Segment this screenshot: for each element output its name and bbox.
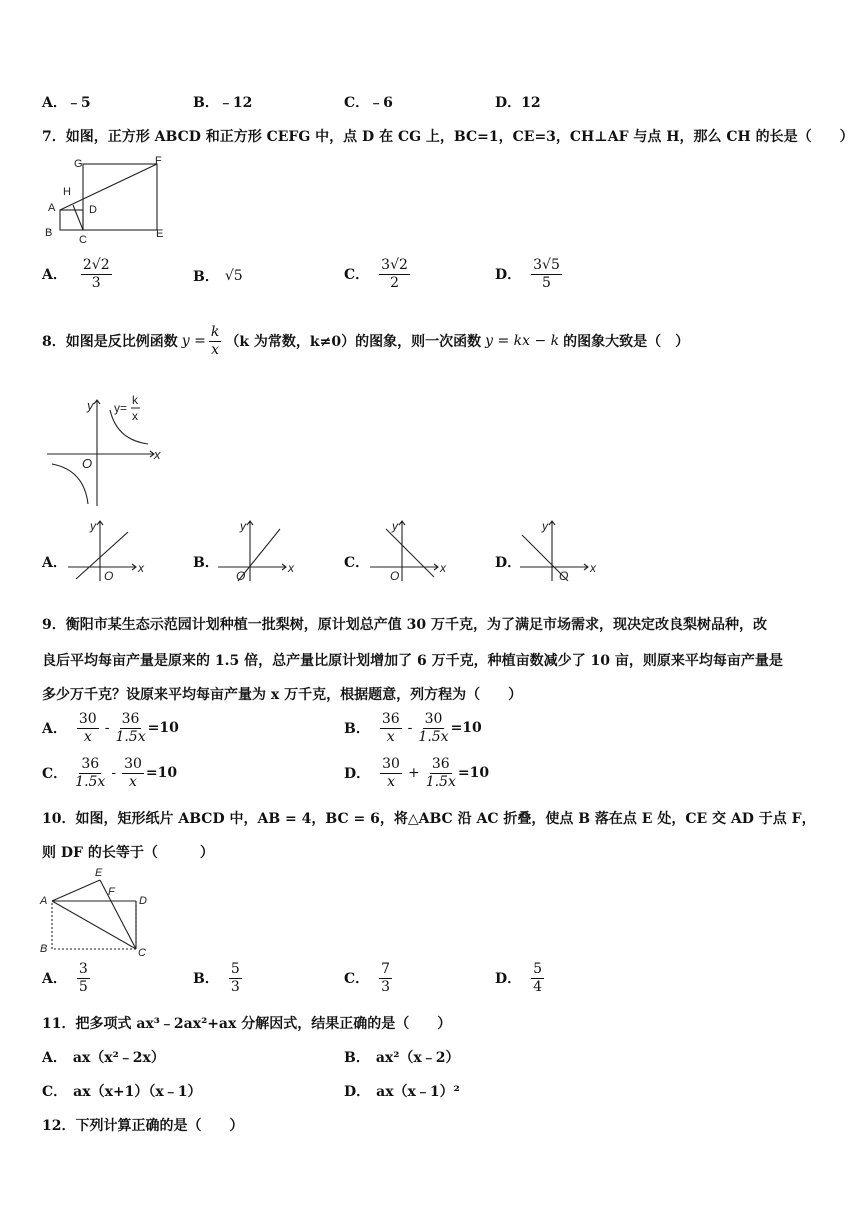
q11-option-d bbox=[344, 1081, 460, 1101]
denominator: x bbox=[386, 728, 395, 745]
q6-option-d bbox=[495, 92, 541, 112]
fraction bbox=[77, 962, 90, 994]
x-label: x bbox=[288, 561, 294, 575]
label-d: D bbox=[89, 204, 97, 216]
stem-text: （k 为常数，k≠0）的图象，则一次函数 bbox=[225, 334, 482, 351]
y-label: y bbox=[240, 519, 246, 533]
origin-label: O bbox=[559, 569, 569, 583]
curve-branch-1 bbox=[110, 410, 148, 444]
q10-option-c bbox=[344, 962, 392, 994]
option-letter: D． bbox=[495, 95, 522, 111]
q9-option-b bbox=[344, 712, 482, 744]
denominator: 5 bbox=[542, 274, 551, 291]
fraction bbox=[209, 325, 221, 357]
operator: + bbox=[407, 765, 420, 782]
operator: - bbox=[407, 720, 413, 737]
option-value: ﹣5 bbox=[66, 95, 91, 111]
option-letter: A． bbox=[42, 1050, 67, 1066]
q8-option-d-graph bbox=[514, 515, 604, 585]
q11-option-b bbox=[344, 1047, 459, 1067]
option-letter: B． bbox=[193, 95, 219, 111]
label-e: E bbox=[156, 228, 164, 240]
numerator: 5 bbox=[230, 961, 240, 977]
numerator: 2√2 bbox=[82, 257, 110, 273]
option-value: ax²（x﹣2） bbox=[375, 1050, 460, 1066]
option-value: ax（x+1）（x﹣1） bbox=[73, 1084, 202, 1100]
x-label: x bbox=[440, 561, 446, 575]
x-label: x bbox=[138, 561, 144, 575]
segment-ch bbox=[73, 205, 83, 230]
option-letter: C． bbox=[344, 267, 370, 284]
option-value: ﹣6 bbox=[369, 95, 393, 111]
segment-af bbox=[60, 164, 157, 210]
origin-label: O bbox=[236, 569, 246, 583]
y-label: y bbox=[392, 519, 398, 533]
segment-ae bbox=[52, 880, 100, 901]
denominator: x bbox=[387, 773, 395, 790]
q8-option-c-label: C． bbox=[344, 555, 370, 571]
fraction bbox=[379, 258, 410, 290]
operator: - bbox=[104, 720, 110, 737]
q8-option-a-graph bbox=[62, 515, 152, 585]
q7-option-a bbox=[42, 258, 112, 290]
option-letter: A． bbox=[42, 267, 67, 284]
q8-option-d-label: D． bbox=[495, 555, 522, 571]
q7-stem: 7．如图，正方形 ABCD 和正方形 CEFG 中，点 D 在 CG 上，BC=1，CE=3，CH⊥AF 与点 H，那么 CH 的长是（ ） bbox=[42, 129, 854, 145]
stem-text: 的图象大致是（ ） bbox=[563, 334, 690, 351]
option-letter: D． bbox=[344, 766, 371, 783]
numerator: 30 bbox=[78, 711, 97, 727]
option-letter: B． bbox=[193, 269, 219, 285]
label-b: B bbox=[45, 227, 53, 239]
denominator: 1.5x bbox=[425, 773, 456, 790]
option-letter: D． bbox=[495, 267, 522, 284]
fraction bbox=[426, 757, 456, 789]
q8-option-b-graph bbox=[212, 515, 302, 585]
option-letter: C． bbox=[42, 766, 68, 783]
option-letter: C． bbox=[344, 95, 370, 111]
numerator: 7 bbox=[381, 961, 391, 977]
fraction bbox=[75, 757, 105, 789]
q10-option-d bbox=[495, 962, 544, 994]
option-letter: D． bbox=[495, 971, 522, 988]
option-value: ﹣12 bbox=[218, 95, 253, 111]
option-value: ax（x﹣1）² bbox=[376, 1084, 460, 1100]
curve-eq-lhs: y= bbox=[114, 401, 128, 415]
q6-option-a bbox=[42, 92, 91, 112]
numerator: 3√5 bbox=[533, 257, 560, 273]
denominator: 3 bbox=[91, 274, 101, 291]
q10-option-a bbox=[42, 962, 90, 994]
q9-line-2: 良后平均每亩产量是原来的 1.5 倍，总产量比原计划增加了 6 万千克，种植亩数减少了 10 亩，则原来平均每亩产量是 bbox=[42, 653, 783, 669]
label-c: C bbox=[79, 234, 87, 245]
q7-option-c bbox=[344, 258, 410, 290]
y-label: y bbox=[87, 398, 94, 413]
fraction bbox=[531, 258, 562, 290]
option-letter: A． bbox=[42, 971, 67, 988]
numerator: 30 bbox=[382, 756, 400, 772]
denominator: 2 bbox=[390, 274, 399, 291]
denominator: x bbox=[129, 773, 137, 790]
denominator: 1.5x bbox=[115, 728, 146, 745]
fraction bbox=[115, 712, 145, 744]
fraction bbox=[531, 962, 544, 994]
option-value: ax（x²﹣2x） bbox=[72, 1050, 165, 1066]
fraction bbox=[418, 712, 448, 744]
q8-figure bbox=[42, 390, 172, 508]
q10-option-b bbox=[193, 962, 242, 994]
q7-option-d bbox=[495, 258, 562, 290]
fraction bbox=[77, 712, 99, 744]
label-b: B bbox=[40, 943, 48, 955]
curve-eq-num: k bbox=[132, 393, 138, 407]
numerator: 3 bbox=[78, 961, 88, 977]
function-lhs: y = bbox=[181, 333, 206, 350]
label-f: F bbox=[155, 155, 162, 167]
label-c: C bbox=[138, 947, 146, 958]
q6-option-c bbox=[344, 92, 393, 112]
numerator: 36 bbox=[431, 756, 450, 772]
q10-line-2: 则 DF 的长等于（ ） bbox=[42, 845, 214, 861]
option-letter: B． bbox=[193, 971, 219, 988]
denominator: 1.5x bbox=[418, 728, 449, 745]
q8-stem bbox=[42, 325, 689, 357]
q10-line-1: 10．如图，矩形纸片 ABCD 中，AB = 4，BC = 6，将△ABC 沿 AC 折叠，使点 B 落在点 E 处，CE 交 AD 于点 F， bbox=[42, 811, 816, 827]
line-graph bbox=[76, 532, 128, 579]
origin-label: O bbox=[82, 456, 93, 471]
option-value: 12 bbox=[521, 95, 541, 111]
fraction bbox=[379, 962, 392, 994]
numerator: 3√2 bbox=[381, 257, 408, 273]
q8-option-c-graph bbox=[364, 515, 454, 585]
q11-option-a bbox=[42, 1047, 165, 1067]
q8-option-b-label: B． bbox=[193, 555, 219, 571]
q9-line-3: 多少万千克？设原来平均每亩产量为 x 万千克，根据题意，列方程为（ ） bbox=[42, 687, 523, 703]
denominator: 4 bbox=[533, 978, 543, 995]
numerator: k bbox=[210, 324, 220, 340]
y-label: y bbox=[90, 519, 96, 533]
q6-option-b bbox=[193, 92, 252, 112]
denominator: 5 bbox=[78, 978, 88, 995]
label-h: H bbox=[63, 186, 71, 198]
option-value: √5 bbox=[224, 268, 243, 284]
q12-stem: 12．下列计算正确的是（ ） bbox=[42, 1118, 244, 1134]
option-letter: C． bbox=[42, 1084, 68, 1100]
curve-eq-den: x bbox=[132, 409, 138, 423]
label-d: D bbox=[139, 895, 147, 907]
denominator: x bbox=[211, 341, 220, 358]
option-letter: A． bbox=[42, 721, 67, 738]
denominator: 3 bbox=[230, 978, 240, 995]
stem-text: 8．如图是反比例函数 bbox=[42, 334, 178, 351]
option-letter: D． bbox=[344, 1084, 371, 1100]
label-e: E bbox=[95, 867, 103, 879]
x-label: x bbox=[590, 561, 596, 575]
q8-option-a-label: A． bbox=[42, 555, 67, 571]
equation-rhs: =10 bbox=[450, 720, 482, 737]
label-a: A bbox=[48, 202, 56, 214]
numerator: 5 bbox=[533, 961, 543, 977]
label-a: A bbox=[40, 895, 48, 907]
numerator: 30 bbox=[124, 756, 142, 772]
origin-label: O bbox=[104, 569, 114, 583]
q11-option-c bbox=[42, 1081, 201, 1101]
numerator: 36 bbox=[81, 756, 100, 772]
function-expression: y = kx − k bbox=[485, 333, 560, 350]
label-g: G bbox=[74, 158, 83, 170]
q9-line-1: 9．衡阳市某生态示范园计划种植一批梨树，原计划总产值 30 万千克，为了满足市场需求，现决定改良梨树品种，改 bbox=[42, 617, 767, 633]
option-letter: B． bbox=[344, 721, 370, 738]
numerator: 36 bbox=[121, 711, 140, 727]
equation-rhs: =10 bbox=[457, 765, 490, 782]
fraction bbox=[122, 757, 144, 789]
option-letter: C． bbox=[344, 971, 370, 988]
origin-label: O bbox=[390, 569, 400, 583]
denominator: 1.5x bbox=[75, 773, 106, 790]
fraction bbox=[380, 757, 402, 789]
q7-option-b bbox=[193, 266, 243, 286]
y-label: y bbox=[542, 519, 548, 533]
option-letter: B． bbox=[344, 1050, 370, 1066]
label-f: F bbox=[108, 886, 115, 898]
x-label: x bbox=[154, 447, 161, 462]
square-cefg bbox=[83, 164, 157, 230]
fraction bbox=[380, 712, 402, 744]
denominator: x bbox=[83, 728, 92, 745]
fraction bbox=[81, 258, 112, 290]
fraction bbox=[229, 962, 242, 994]
denominator: 3 bbox=[381, 978, 391, 995]
q11-stem: 11．把多项式 ax³﹣2ax²+ax 分解因式，结果正确的是（ ） bbox=[42, 1016, 452, 1032]
option-letter: A． bbox=[42, 95, 67, 111]
q9-option-a bbox=[42, 712, 179, 744]
equation-rhs: =10 bbox=[145, 765, 178, 782]
numerator: 36 bbox=[381, 711, 400, 727]
q9-option-c bbox=[42, 757, 177, 789]
q9-option-d bbox=[344, 757, 489, 789]
q10-figure bbox=[38, 866, 158, 958]
numerator: 30 bbox=[424, 711, 443, 727]
operator: - bbox=[111, 765, 117, 782]
q7-figure bbox=[42, 155, 182, 245]
equation-rhs: =10 bbox=[147, 720, 179, 737]
